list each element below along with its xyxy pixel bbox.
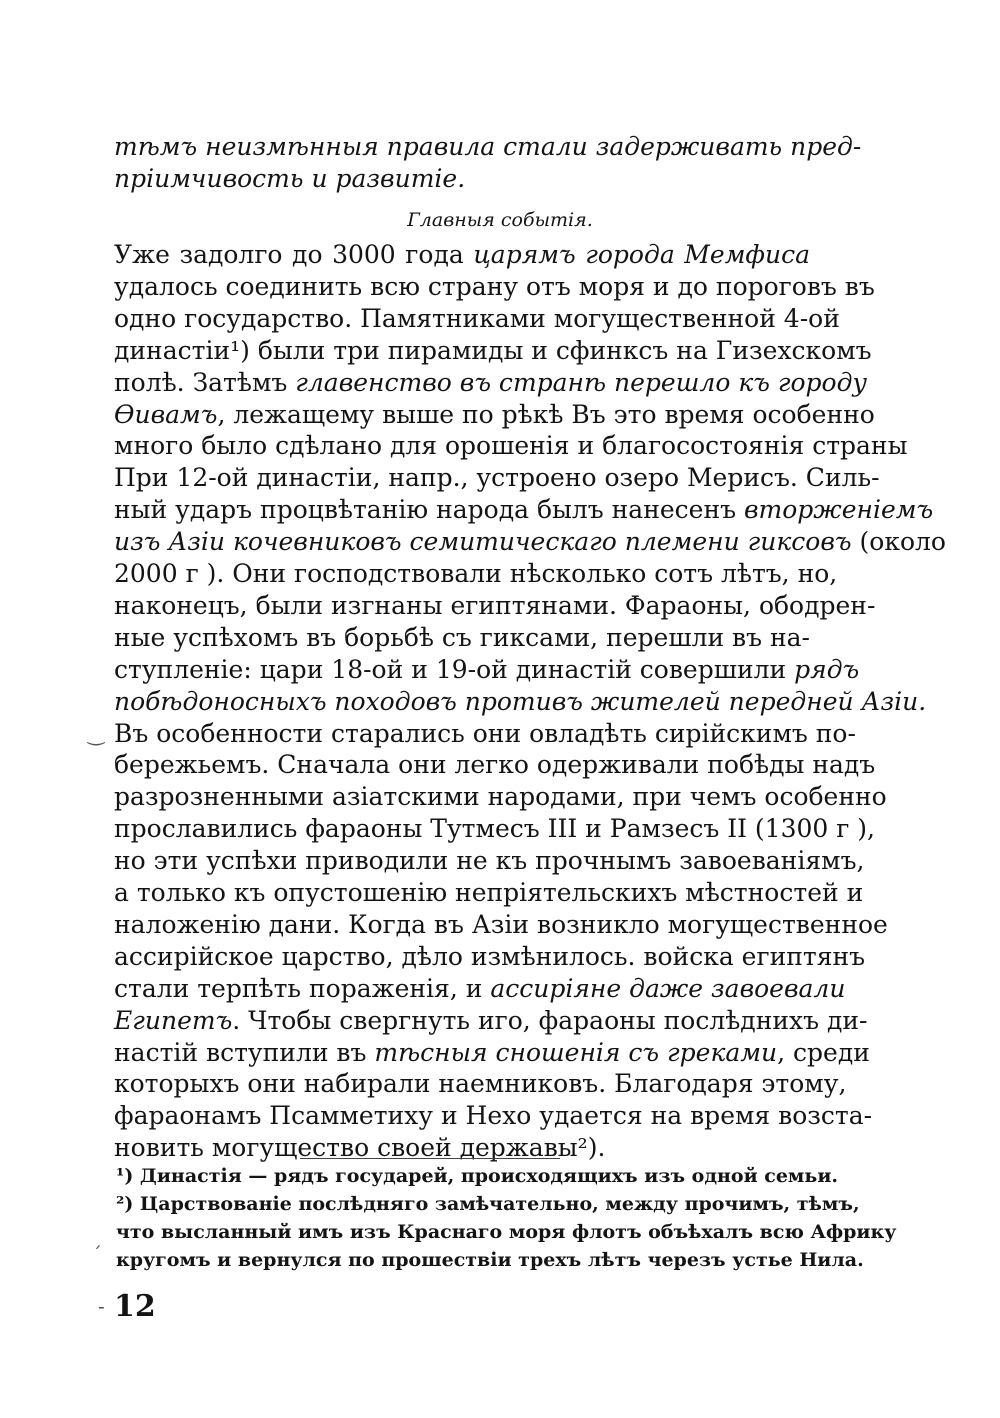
body-line — [114, 686, 927, 717]
body-line — [114, 782, 887, 812]
body-line — [114, 718, 856, 749]
italic-text: изъ Азіи кочевниковъ семитическаго племени гиксовъ — [114, 527, 852, 557]
footnote-line: кругомъ и вернулся по прошествіи трехъ лѣтъ черезъ устье Нила. — [116, 1249, 864, 1271]
text-run: . Чтобы свергнуть иго, фараоны послѣднихъ ди- — [232, 1005, 868, 1035]
footnote-line: ¹) Династія — рядъ государей, происходящихъ изъ одной семьи. — [116, 1165, 839, 1187]
text-run: стали терпѣть пораженія, и — [114, 973, 491, 1003]
body-line — [114, 750, 876, 780]
body-line — [114, 878, 864, 908]
text-run: бережьемъ. Сначала они легко одерживали побѣды надъ — [114, 750, 876, 780]
body-line — [114, 973, 846, 1004]
text-run: ассирійское царство, дѣло измѣнилось. войска египтянъ — [114, 941, 866, 971]
italic-text: ассиріяне даже завоевали — [490, 973, 846, 1003]
italic-text: тѣмъ неизмѣнныя правила стали задерживать пред- — [114, 132, 862, 161]
body-line — [114, 814, 875, 844]
text-run: настій вступили въ — [114, 1037, 375, 1067]
text-run: наконецъ, были изгнаны египтянами. Фараоны, ободрен- — [114, 590, 876, 620]
footnote-divider — [300, 1158, 560, 1159]
text-run: прославились фараоны Тутмесъ III и Рамзесъ II (1300 г ), — [114, 814, 875, 844]
text-run: Уже задолго до 3000 года — [114, 240, 474, 269]
italic-text: тѣсныя сношенія съ греками — [374, 1037, 778, 1067]
margin-mark: ‿ — [88, 722, 105, 746]
body-line — [114, 623, 810, 653]
footnote-line: ²) Царствованіе послѣдняго замѣчательно, между прочимъ, тѣмъ, — [116, 1193, 860, 1215]
text-run: ступленіе: цари 18-ой и 19-ой династій совершили — [114, 654, 795, 684]
italic-text: царямъ города Мемфиса — [473, 240, 811, 269]
text-run: новить могущество своей державы²). — [114, 1133, 606, 1163]
body-line — [114, 654, 860, 685]
body-line — [114, 1069, 847, 1099]
body-line — [114, 527, 946, 557]
italic-text: Ѳивамъ — [114, 399, 218, 429]
body-line — [114, 941, 866, 972]
intro-line — [114, 164, 810, 194]
body-line — [114, 335, 872, 366]
italic-text: пріимчивость и развитіе. — [114, 164, 466, 193]
text-run: , среди — [777, 1037, 870, 1067]
text-run: полѣ. Затѣмъ — [114, 367, 296, 397]
text-run: , лежащему выше по рѣкѣ Въ это время особенно — [217, 399, 875, 429]
body-line — [114, 1037, 870, 1068]
text-run: 2000 г ). Они господствовали нѣсколько сотъ лѣтъ, но, — [114, 559, 838, 588]
text-run: разрозненными азіатскими народами, при чемъ особенно — [114, 782, 887, 812]
text-run: но эти успѣхи приводили не къ прочнымъ завоеваніямъ, — [114, 846, 865, 876]
margin-mark: - — [98, 1294, 105, 1318]
italic-text: рядъ — [794, 654, 860, 684]
text-run: много было сдѣлано для орошенія и благосостоянія страны — [114, 431, 908, 461]
body-line — [114, 1005, 868, 1036]
text-run: которыхъ они набирали наемниковъ. Благодаря этому, — [114, 1069, 847, 1099]
page-number: 12 — [114, 1289, 156, 1324]
text-run: династіи¹) были три пирамиды и сфинксъ на Гизехскомъ — [114, 335, 872, 365]
body-line — [114, 367, 867, 398]
italic-text: Египетъ — [114, 1005, 233, 1035]
margin-mark: ˊ — [92, 1242, 102, 1266]
text-run: (около — [851, 527, 946, 557]
italic-text: побѣдоносныхъ походовъ противъ жителей передней Азіи. — [114, 686, 927, 716]
body-line — [114, 846, 865, 876]
footnote-line: что высланный имъ изъ Краснаго моря флотъ объѣхалъ всю Африку — [116, 1221, 897, 1243]
text-run: наложенію дани. Когда въ Азіи возникло могущественное — [114, 909, 888, 939]
body-line — [114, 1101, 873, 1131]
text-run: При 12-ой династіи, напр., устроено озеро Мерисъ. Силь- — [114, 463, 880, 493]
body-line — [114, 463, 880, 493]
text-run: удалось соединить всю страну отъ моря и до пороговъ въ — [114, 271, 875, 301]
text-run: Въ особенности старались они овладѣть сирійскимъ по- — [114, 718, 856, 748]
body-line — [114, 909, 888, 940]
text-run: одно государство. Памятниками могущественной 4-ой — [114, 303, 840, 333]
section-heading: Главныя событія. — [407, 209, 593, 231]
body-line — [114, 559, 838, 589]
text-run: ный ударъ процвѣтанію народа былъ нанесенъ — [114, 495, 744, 525]
text-run: а только къ опустошенію непріятельскихъ мѣстностей и — [114, 878, 864, 907]
body-line — [114, 271, 875, 302]
body-line — [114, 240, 810, 270]
body-line — [114, 590, 876, 621]
body-line — [114, 399, 875, 430]
body-line — [114, 303, 840, 334]
text-run: ные успѣхомъ въ борьбѣ съ гиксами, перешли въ на- — [114, 622, 810, 652]
text-run: фараонамъ Псамметиху и Нехо удается на время возста- — [114, 1101, 873, 1131]
italic-text: вторженіемъ — [743, 495, 934, 525]
body-line — [114, 431, 908, 461]
body-line — [114, 495, 934, 525]
intro-line — [114, 132, 862, 162]
italic-text: главенство въ странѣ перешло къ городу — [295, 367, 867, 397]
